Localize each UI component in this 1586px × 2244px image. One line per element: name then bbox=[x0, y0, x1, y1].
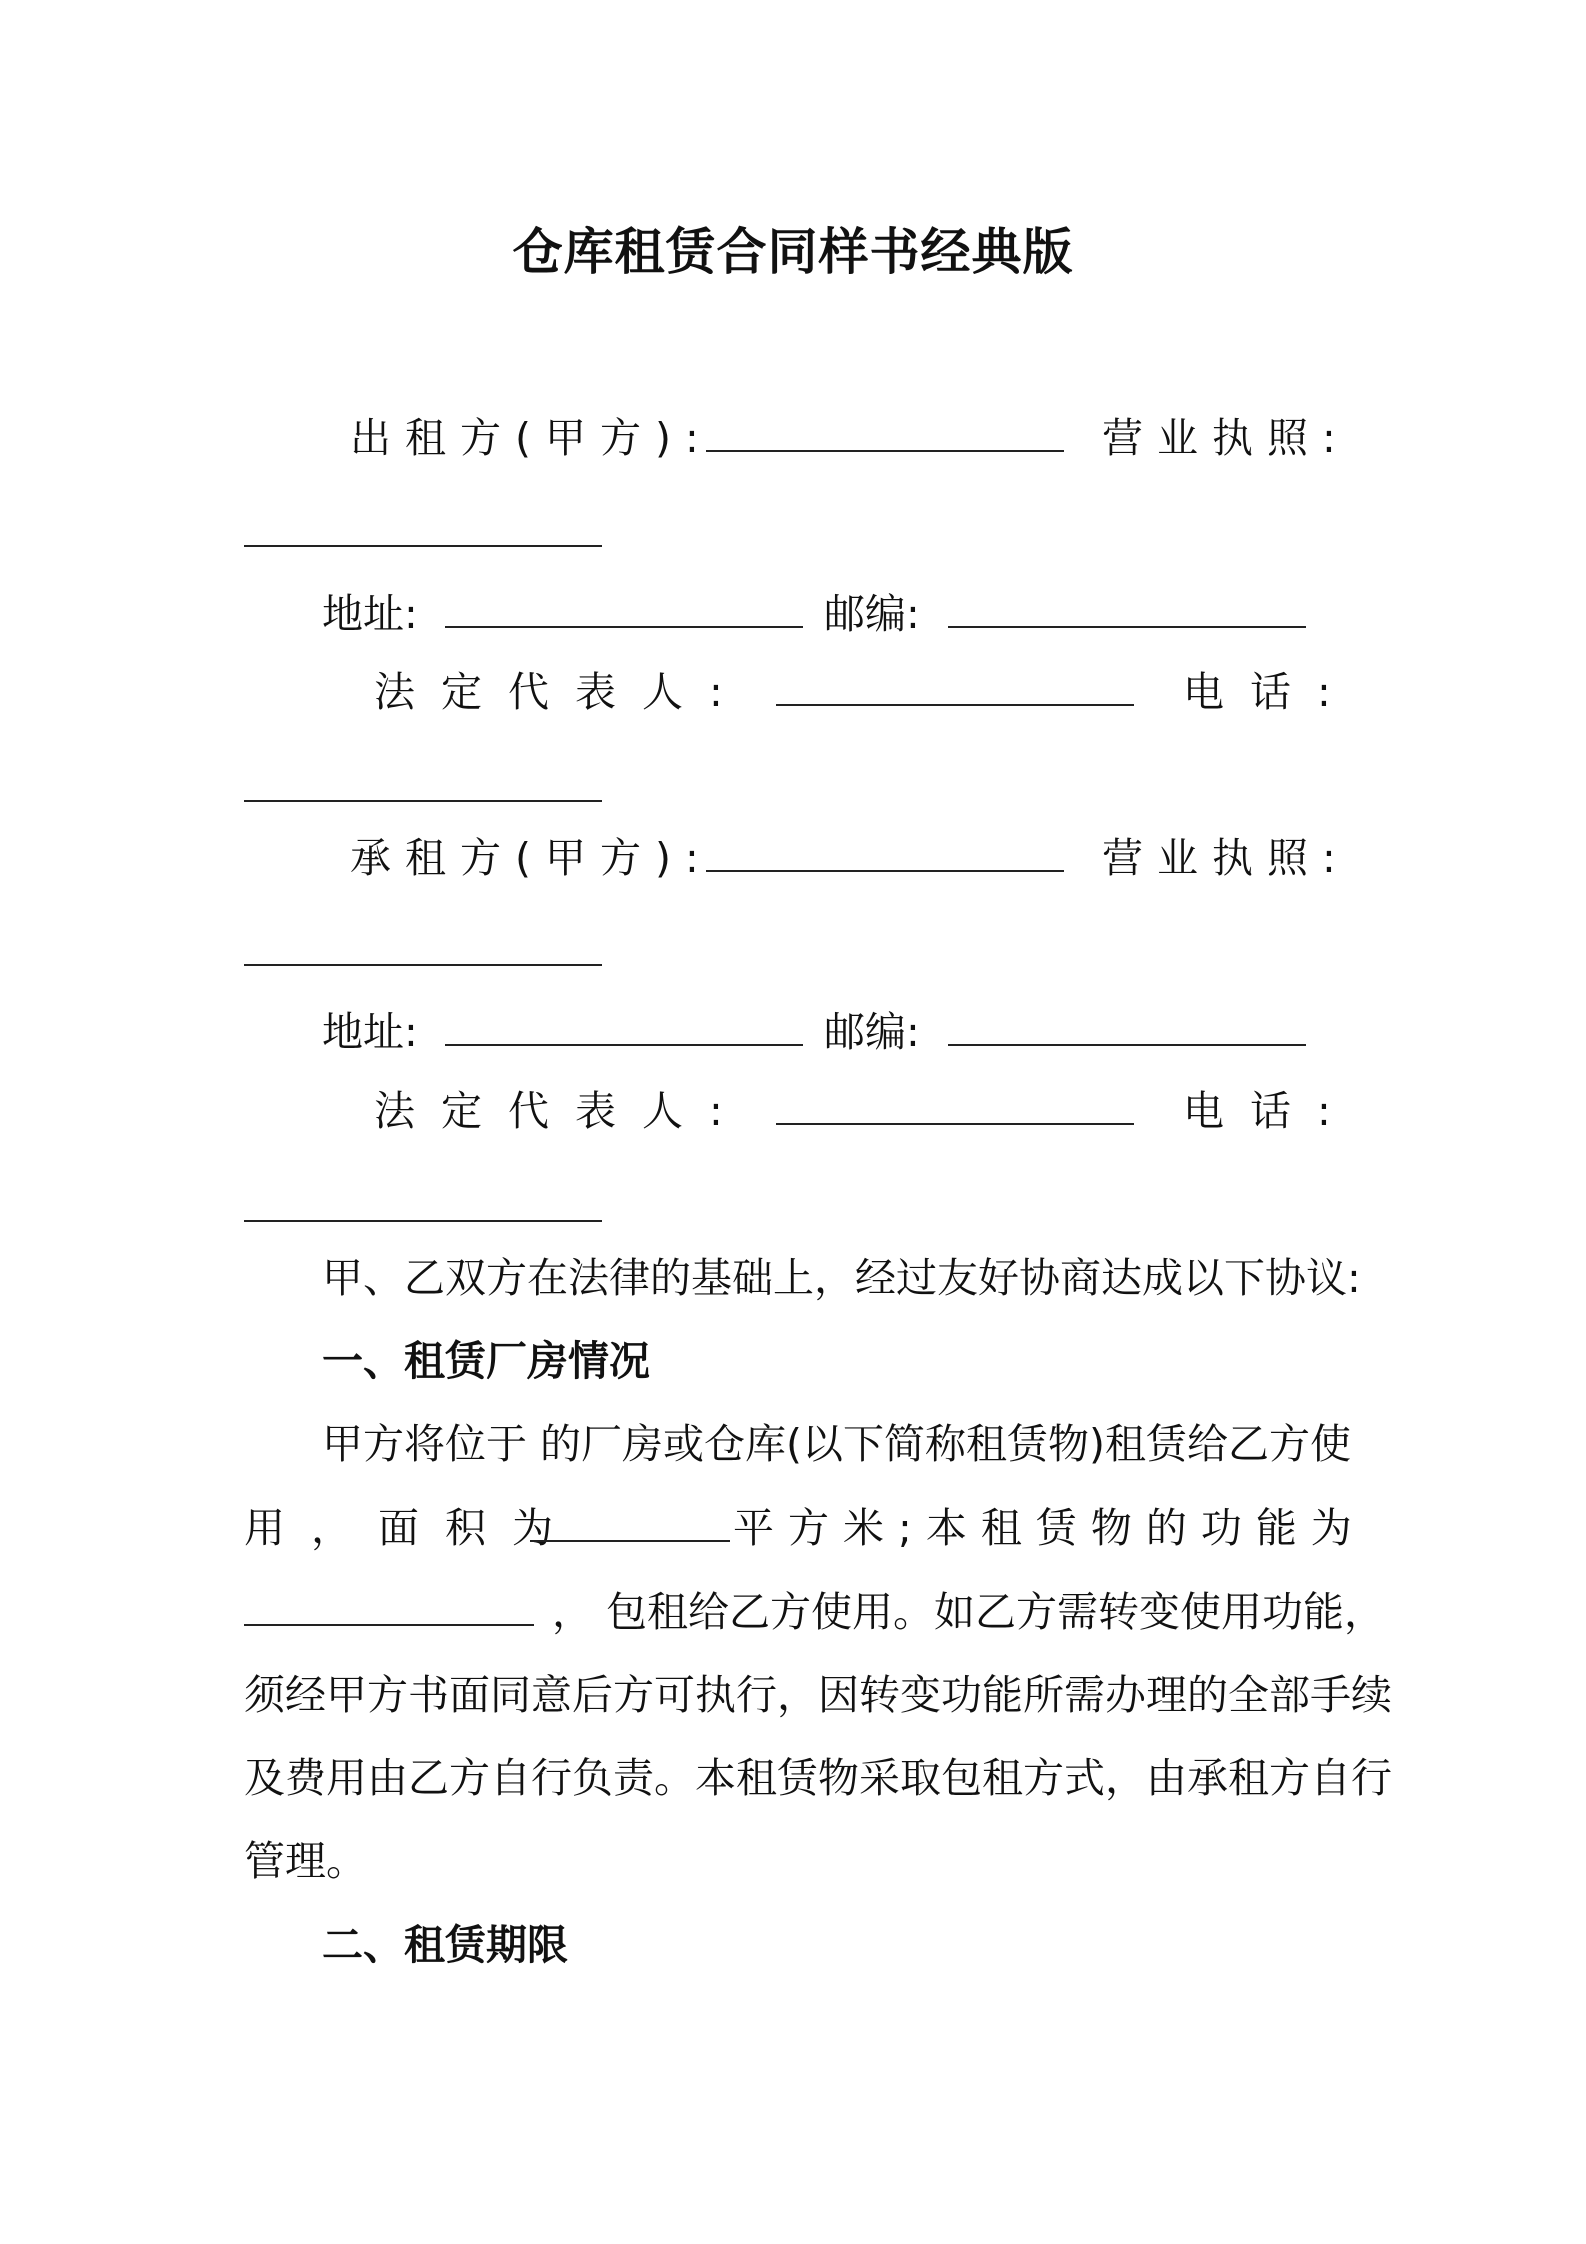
document-title: 仓库租赁合同样书经典版 bbox=[512, 223, 1074, 281]
lessee-phone-label: 电话: bbox=[1183, 1087, 1357, 1135]
lessor-party-label: 出租方(甲方): bbox=[350, 414, 713, 462]
lessor-phone-label: 电话: bbox=[1183, 668, 1357, 716]
section1-line-3b: ， 包租给乙方使用。如乙方需转变使用功能， bbox=[552, 1588, 1386, 1636]
lessor-license-label: 营业执照: bbox=[1102, 414, 1350, 462]
section2-heading: 二、租赁期限 bbox=[322, 1921, 568, 1969]
lessor-party-blank bbox=[706, 410, 1064, 466]
lessee-postcode-label: 邮编: bbox=[824, 1008, 920, 1056]
lessor-address-label: 地址: bbox=[322, 590, 418, 638]
section1-line-2a: 用，面积为 bbox=[244, 1504, 579, 1552]
section1-heading: 一、租赁厂房情况 bbox=[322, 1337, 650, 1385]
lessor-address-blank bbox=[445, 586, 803, 642]
lessee-address-label: 地址: bbox=[322, 1008, 418, 1056]
lessee-party-blank bbox=[706, 830, 1064, 886]
lessee-address-blank bbox=[445, 1004, 803, 1060]
function-blank bbox=[244, 1584, 534, 1640]
lessor-legal-rep-label: 法定代表人: bbox=[374, 668, 749, 716]
lessee-postcode-blank bbox=[948, 1004, 1306, 1060]
lessor-phone-blank bbox=[244, 760, 602, 816]
section1-line-2b: 平方米;本租赁物的功能为 bbox=[733, 1504, 1366, 1552]
lessee-legal-rep-blank bbox=[776, 1083, 1134, 1139]
lessor-legal-rep-blank bbox=[776, 664, 1134, 720]
section1-line-4: 须经甲方书面同意后方可执行，因转变功能所需办理的全部手续 bbox=[244, 1671, 1392, 1719]
intro-paragraph: 甲、乙双方在法律的基础上，经过友好协商达成以下协议: bbox=[322, 1254, 1361, 1302]
lessee-party-label: 承租方(甲方): bbox=[350, 834, 713, 882]
area-blank bbox=[530, 1500, 730, 1556]
lessee-phone-blank bbox=[244, 1180, 602, 1236]
lessor-license-blank bbox=[244, 505, 602, 561]
lessee-license-blank bbox=[244, 924, 602, 980]
section1-line-5: 及费用由乙方自行负责。本租赁物采取包租方式，由承租方自行 bbox=[244, 1754, 1392, 1802]
lessor-postcode-label: 邮编: bbox=[824, 590, 920, 638]
lessee-license-label: 营业执照: bbox=[1102, 834, 1350, 882]
section1-line-6: 管理。 bbox=[244, 1837, 367, 1885]
section1-line-1: 甲方将位于 的厂房或仓库(以下简称租赁物)租赁给乙方使 bbox=[322, 1420, 1352, 1468]
lessor-postcode-blank bbox=[948, 586, 1306, 642]
lessee-legal-rep-label: 法定代表人: bbox=[374, 1087, 749, 1135]
